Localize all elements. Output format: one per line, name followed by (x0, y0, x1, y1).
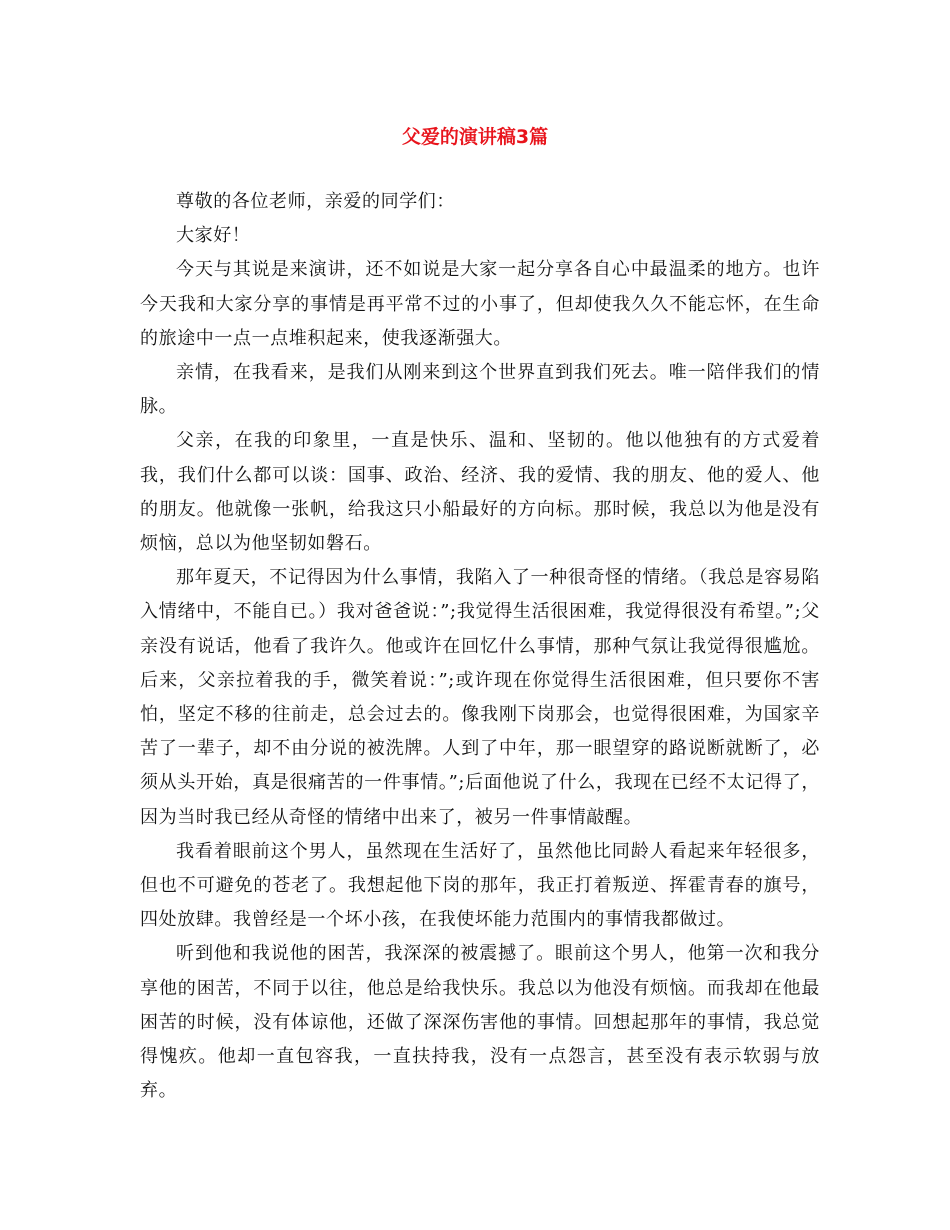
paragraph: 父亲，在我的印象里，一直是快乐、温和、坚韧的。他以他独有的方式爱着我，我们什么都可以谈：国事、政治、经济、我的爱情、我的朋友、他的爱人、他的朋友。他就像一张帆，给我这只小船最好的方向标。那时候，我总以为他是没有烦恼，总以为他坚韧如磐石。 (140, 430, 820, 555)
paragraph: 那年夏天，不记得因为什么事情，我陷入了一种很奇怪的情绪。（我总是容易陷入情绪中，不能自已。）我对爸爸说：”;我觉得生活很困难，我觉得很没有希望。”;父亲没有说话，他看了我许久。他或许在回忆什么事情，那种气氛让我觉得很尴尬。后来，父亲拉着我的手，微笑着说：”;或许现在你觉得生活很困难，但只要你不害怕，坚定不移的往前走，总会过去的。像我刚下岗那会，也觉得很困难，为国家辛苦了一辈子，却不由分说的被洗牌。人到了中年，那一眼望穿的路说断就断了，必须从头开始，真是很痛苦的一件事情。”;后面他说了什么，我现在已经不太记得了，因为当时我已经从奇怪的情绪中出来了，被另一件事情敲醒。 (140, 567, 820, 828)
paragraph: 今天与其说是来演讲，还不如说是大家一起分享各自心中最温柔的地方。也许今天我和大家分享的事情是再平常不过的小事了，但却使我久久不能忘怀，在生命的旅途中一点一点堆积起来，使我逐渐强大。 (140, 259, 820, 349)
paragraph-greeting: 大家好！ (176, 225, 251, 247)
document-title: 父爱的演讲稿3篇 (401, 126, 549, 148)
paragraph: 听到他和我说他的困苦，我深深的被震撼了。眼前这个男人，他第一次和我分享他的困苦，不同于以往，他总是给我快乐。我总以为他没有烦恼。而我却在他最困苦的时候，没有体谅他，还做了深深伤害他的事情。回想起那年的事情，我总觉得愧疚。他却一直包容我，一直扶持我，没有一点怨言，甚至没有表示软弱与放弃。 (140, 943, 820, 1102)
paragraph-salutation: 尊敬的各位老师，亲爱的同学们： (176, 191, 455, 212)
paragraph: 我看着眼前这个男人，虽然现在生活好了，虽然他比同龄人看起来年轻很多，但也不可避免的苍老了。我想起他下岗的那年，我正打着叛逆、挥霍青春的旗号，四处放肆。我曾经是一个坏小孩，在我使坏能力范围内的事情我都做过。 (140, 840, 820, 931)
paragraph: 亲情，在我看来，是我们从刚来到这个世界直到我们死去。唯一陪伴我们的情脉。 (140, 362, 820, 418)
document-body (140, 185, 820, 1108)
